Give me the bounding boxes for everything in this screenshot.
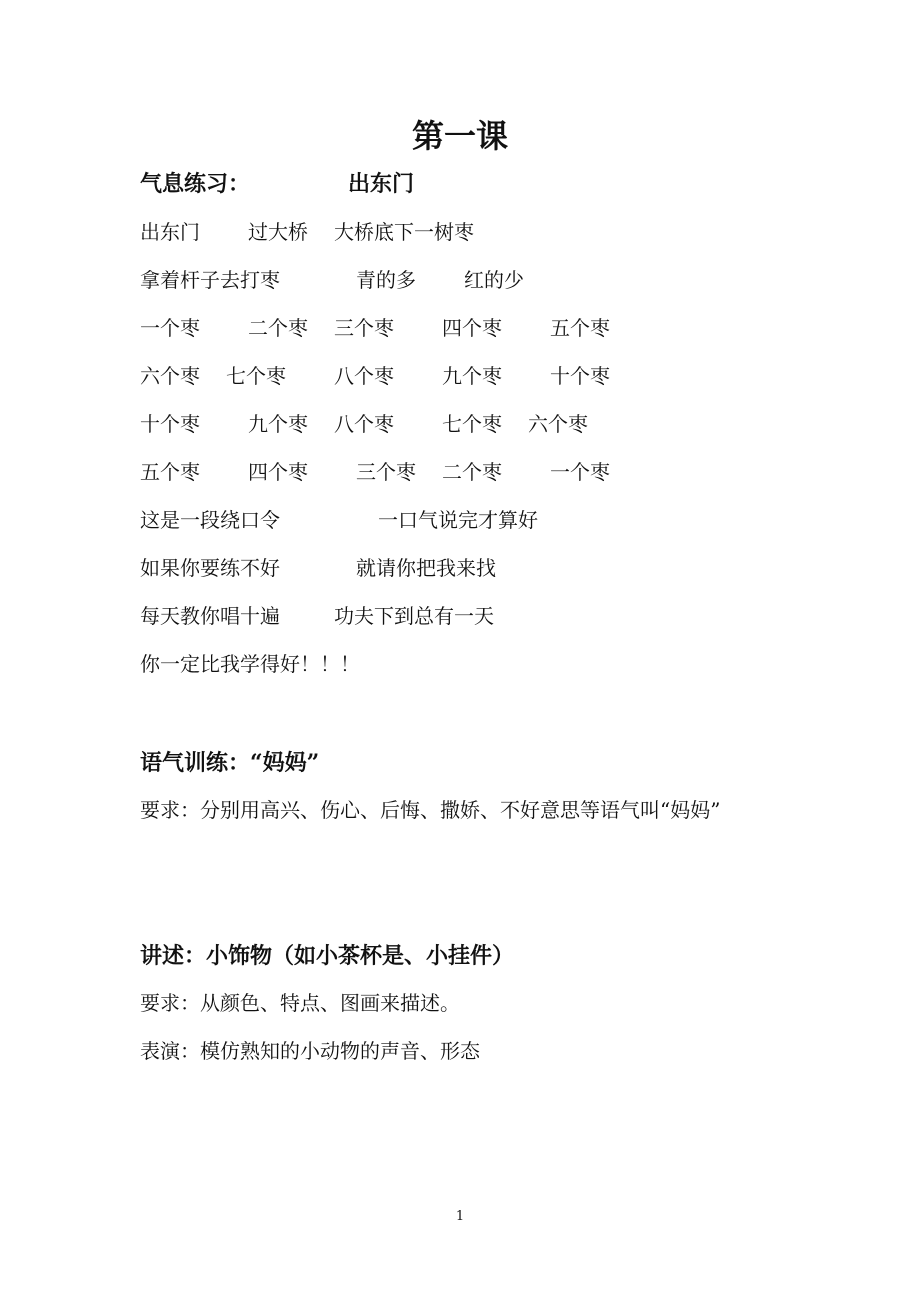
verse-segment: 八个枣 bbox=[334, 412, 394, 436]
verse-segment: 青的多 bbox=[356, 268, 416, 292]
verse-segment: 四个枣 bbox=[248, 460, 308, 484]
verse-segment: 这是一段绕口令 bbox=[140, 508, 280, 532]
verse-segment: 过大桥 bbox=[248, 220, 308, 244]
tone-section-heading: 语气训练：“妈妈” bbox=[140, 750, 320, 776]
verse-segment: 一个枣 bbox=[550, 460, 610, 484]
verse-segment: 每天教你唱十遍 bbox=[140, 604, 280, 628]
verse-segment: 五个枣 bbox=[550, 316, 610, 340]
narration-requirement: 要求：从颜色、特点、图画来描述。 bbox=[140, 991, 460, 1015]
verse-segment: 大桥底下一树枣 bbox=[334, 220, 474, 244]
verse-segment: 你一定比我学得好！！！ bbox=[140, 652, 360, 676]
verse-segment: 一个枣 bbox=[140, 316, 200, 340]
page-number: 1 bbox=[455, 1209, 465, 1224]
verse-segment: 功夫下到总有一天 bbox=[334, 604, 494, 628]
verse-segment: 九个枣 bbox=[442, 364, 502, 388]
verse-segment: 如果你要练不好 bbox=[140, 556, 280, 580]
verse-segment: 九个枣 bbox=[248, 412, 308, 436]
performance-instruction: 表演：模仿熟知的小动物的声音、形态 bbox=[140, 1039, 480, 1063]
breath-section-heading bbox=[140, 168, 415, 200]
verse-segment: 红的少 bbox=[464, 268, 524, 292]
verse-segment: 十个枣 bbox=[550, 364, 610, 388]
verse-segment: 就请你把我来找 bbox=[356, 556, 496, 580]
narration-section-heading: 讲述：小饰物（如小茶杯是、小挂件） bbox=[140, 943, 515, 969]
tone-requirement: 要求：分别用高兴、伤心、后悔、撒娇、不好意思等语气叫“妈妈” bbox=[140, 798, 721, 822]
verse-segment: 八个枣 bbox=[334, 364, 394, 388]
verse-segment: 三个枣 bbox=[334, 316, 394, 340]
verse-segment: 拿着杆子去打枣 bbox=[140, 268, 280, 292]
verse-segment: 二个枣 bbox=[248, 316, 308, 340]
verse-segment: 五个枣 bbox=[140, 460, 200, 484]
verse-segment: 六个枣 bbox=[140, 364, 200, 388]
breath-heading-title: 出东门 bbox=[348, 171, 415, 197]
verse-segment: 七个枣 bbox=[442, 412, 502, 436]
verse-segment: 出东门 bbox=[140, 220, 200, 244]
breath-heading-label: 气息练习： bbox=[140, 171, 251, 197]
verse-segment: 一口气说完才算好 bbox=[378, 508, 538, 532]
verse-segment: 三个枣 bbox=[356, 460, 416, 484]
verse-segment: 二个枣 bbox=[442, 460, 502, 484]
page-title: 第一课 bbox=[411, 117, 508, 155]
verse-segment: 四个枣 bbox=[442, 316, 502, 340]
verse-segment: 六个枣 bbox=[528, 412, 588, 436]
verse-segment: 七个枣 bbox=[226, 364, 286, 388]
verse-segment: 十个枣 bbox=[140, 412, 200, 436]
